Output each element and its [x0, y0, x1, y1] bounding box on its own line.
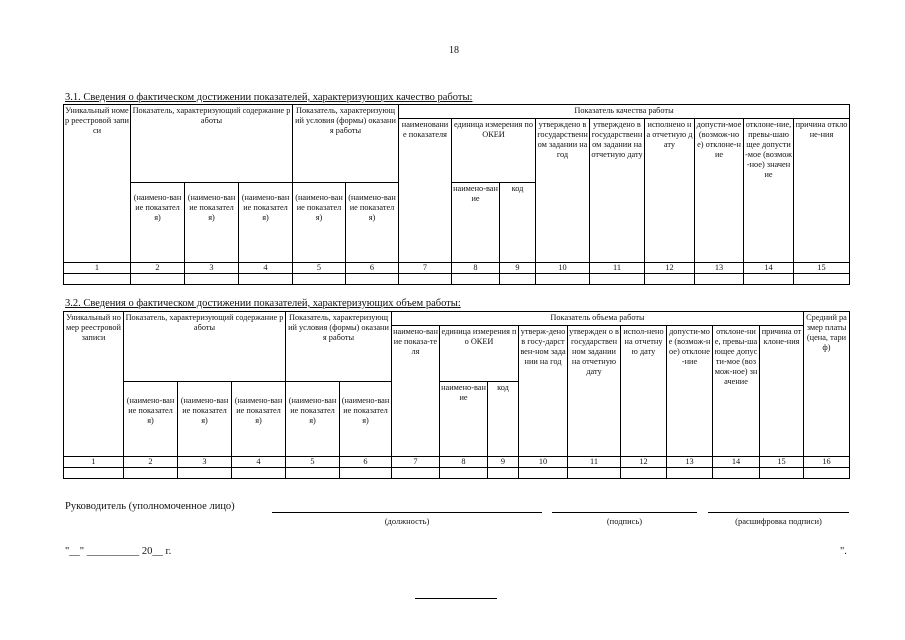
- h-conditions-indicator: Показатель, характеризующий условия (формы) оказания работы: [286, 312, 392, 382]
- col-num: 7: [399, 263, 452, 274]
- empty-data-row: [64, 274, 850, 285]
- h-indicator-name: наимено-вание показа-теля: [392, 326, 440, 457]
- sub-name-5: (наимено-вание показателя): [340, 382, 392, 457]
- h-conditions-indicator: Показатель, характеризующий условия (формы) оказания работы: [293, 105, 399, 183]
- column-numbers-row: [64, 457, 850, 468]
- volume-table: [63, 311, 850, 479]
- h-allowed-deviation: допусти-мое (возмож-ное) отклоне-ние: [667, 326, 713, 457]
- h-content-indicator: Показатель, характеризующий содержание работы: [124, 312, 286, 382]
- h-unit-okei: единица измерения по ОКЕИ: [452, 119, 536, 183]
- h-unit-code: код: [500, 183, 536, 263]
- h-actual: исполнено на отчетную дату: [645, 119, 695, 263]
- col-num: 15: [760, 457, 804, 468]
- position-line[interactable]: [272, 512, 542, 513]
- h-approved-year: утверж-дено в госу-дарствен-ном задании на год: [519, 326, 568, 457]
- h-indicator-name: наименование показателя: [399, 119, 452, 263]
- signature-caption: (подпись): [606, 516, 643, 526]
- h-unit-okei: единица измерения по ОКЕИ: [440, 326, 519, 382]
- col-num: 2: [124, 457, 178, 468]
- h-unique-number: Уникальный номер реестровой записи: [64, 105, 131, 263]
- col-num: 5: [286, 457, 340, 468]
- col-num: 9: [500, 263, 536, 274]
- col-num: 14: [744, 263, 794, 274]
- signature-line[interactable]: [552, 512, 697, 513]
- col-num: 9: [488, 457, 519, 468]
- col-num: 12: [621, 457, 667, 468]
- h-deviation-reason: причина отклоне-ния: [794, 119, 850, 263]
- h-approved-date: утверждено в государственном задании на отчетную дату: [590, 119, 645, 263]
- h-excess-deviation: отклоне-ние, превы-шающее допусти-мое (возмож-ное) значение: [744, 119, 794, 263]
- sub-name-1: (наимено-вание показателя): [131, 183, 185, 263]
- col-num: 6: [346, 263, 399, 274]
- date-line: "__" __________ 20__ г.: [65, 546, 172, 557]
- h-average-price: Средний размер платы (цена, тариф): [804, 312, 850, 457]
- col-num: 3: [178, 457, 232, 468]
- sub-name-4: (наимено-вание показателя): [293, 183, 346, 263]
- col-num: 11: [590, 263, 645, 274]
- col-num: 11: [568, 457, 621, 468]
- position-caption: (должность): [384, 516, 430, 526]
- col-num: 12: [645, 263, 695, 274]
- h-quality-group: Показатель качества работы: [399, 105, 850, 119]
- col-num: 1: [64, 263, 131, 274]
- sub-name-4: (наимено-вание показателя): [286, 382, 340, 457]
- col-num: 5: [293, 263, 346, 274]
- col-num: 8: [452, 263, 500, 274]
- h-allowed-deviation: допусти-мое (возмож-ное) отклоне-ние: [695, 119, 744, 263]
- h-approved-date: утвержден о в государственном задании на отчетную дату: [568, 326, 621, 457]
- col-num: 10: [536, 263, 590, 274]
- sub-name-1: (наимено-вание показателя): [124, 382, 178, 457]
- h-unit-code: код: [488, 382, 519, 457]
- col-num: 7: [392, 457, 440, 468]
- empty-data-row: [64, 468, 850, 479]
- table1-title: 3.1. Сведения о фактическом достижении показателей, характеризующих качество работы:: [65, 92, 473, 103]
- h-unique-number: Уникальный номер реестровой записи: [64, 312, 124, 457]
- col-num: 14: [713, 457, 760, 468]
- h-unit-name: наимено-вание: [440, 382, 488, 457]
- col-num: 13: [695, 263, 744, 274]
- sub-name-3: (наимено-вание показателя): [239, 183, 293, 263]
- col-num: 16: [804, 457, 850, 468]
- col-num: 10: [519, 457, 568, 468]
- col-num: 8: [440, 457, 488, 468]
- sub-name-3: (наимено-вание показателя): [232, 382, 286, 457]
- h-unit-name: наимено-вание: [452, 183, 500, 263]
- col-num: 3: [185, 263, 239, 274]
- col-num: 6: [340, 457, 392, 468]
- h-excess-deviation: отклоне-ние, превы-шающее допусти-мое (возмож-ное) значение: [713, 326, 760, 457]
- col-num: 4: [239, 263, 293, 274]
- h-approved-year: утверждено в государственном задании на год: [536, 119, 590, 263]
- sub-name-2: (наимено-вание показателя): [185, 183, 239, 263]
- sub-name-2: (наимено-вание показателя): [178, 382, 232, 457]
- col-num: 1: [64, 457, 124, 468]
- h-content-indicator: Показатель, характеризующий содержание работы: [131, 105, 293, 183]
- closing-quote: ".: [840, 546, 847, 557]
- h-volume-group: Показатель объема работы: [392, 312, 804, 326]
- decoding-line[interactable]: [708, 512, 849, 513]
- h-deviation-reason: причина отклоне-ния: [760, 326, 804, 457]
- quality-table: [63, 104, 850, 285]
- col-num: 4: [232, 457, 286, 468]
- column-numbers-row: [64, 263, 850, 274]
- page-number: 18: [449, 45, 459, 56]
- table2-title: 3.2. Сведения о фактическом достижении показателей, характеризующих объем работы:: [65, 298, 461, 309]
- col-num: 15: [794, 263, 850, 274]
- decoding-caption: (расшифровка подписи): [735, 516, 822, 526]
- head-label: Руководитель (уполномоченное лицо): [65, 501, 235, 512]
- h-actual: испол-нено на отчетную дату: [621, 326, 667, 457]
- sub-name-5: (наимено-вание показателя): [346, 183, 399, 263]
- col-num: 2: [131, 263, 185, 274]
- footnote-rule: [415, 598, 497, 599]
- col-num: 13: [667, 457, 713, 468]
